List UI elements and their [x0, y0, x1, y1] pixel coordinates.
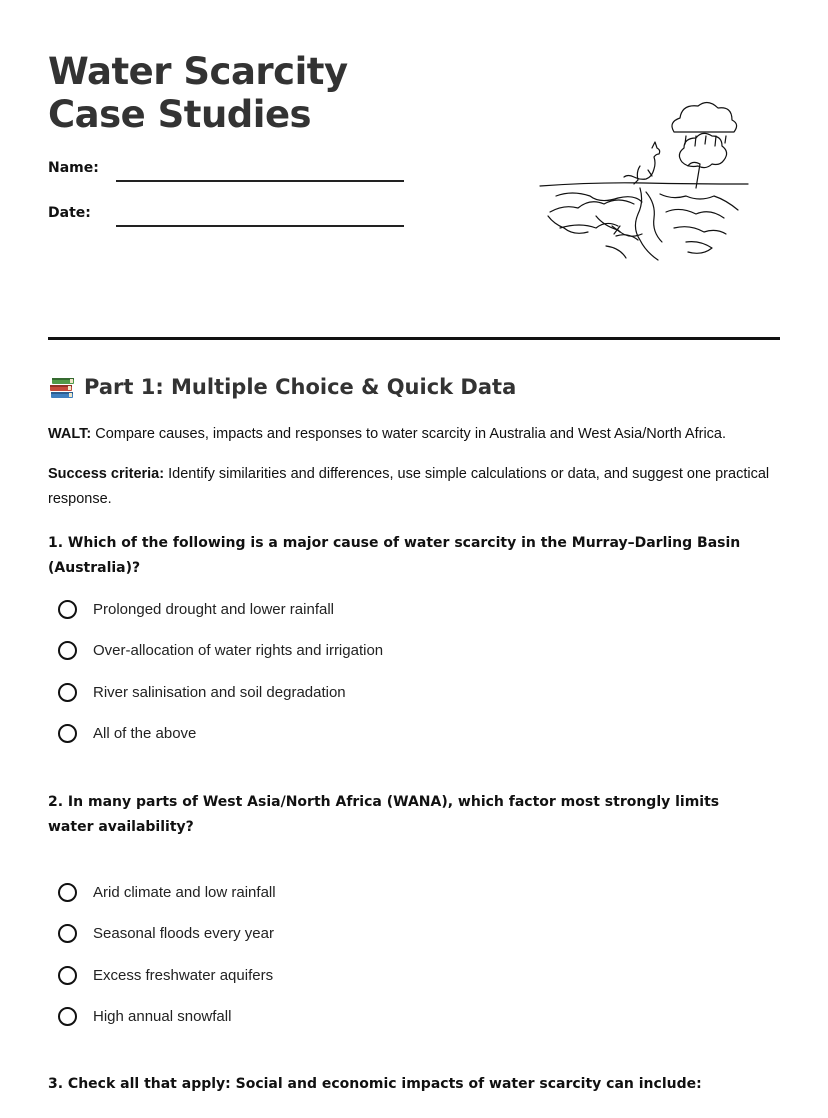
section-divider — [48, 337, 780, 340]
option-label: Prolonged drought and lower rainfall — [93, 600, 334, 618]
radio-button[interactable] — [58, 683, 77, 702]
success-criteria-text: Identify similarities and differences, use simple calculations or data, and suggest one practical response. — [48, 466, 770, 507]
walt-paragraph — [48, 422, 788, 447]
option-label: Arid climate and low rainfall — [93, 883, 276, 901]
radio-button[interactable] — [58, 641, 77, 660]
question-2: 2. In many parts of West Asia/North Africa (WANA), which factor most strongly limits water availability? — [48, 794, 720, 835]
books-icon — [48, 374, 76, 400]
page-title: Water Scarcity Case Studies — [48, 50, 348, 136]
drought-landscape-icon — [536, 96, 752, 272]
option-label: High annual snowfall — [93, 1007, 232, 1025]
q1-option-3[interactable] — [58, 680, 346, 704]
radio-button[interactable] — [58, 600, 77, 619]
question-1: 1. Which of the following is a major cause of water scarcity in the Murray–Darling Basin (Australia)? — [48, 535, 741, 576]
walt-label: WALT: — [48, 426, 92, 442]
q2-option-2[interactable] — [58, 921, 274, 945]
radio-button[interactable] — [58, 1007, 77, 1026]
radio-button[interactable] — [58, 724, 77, 743]
walt-text: Compare causes, impacts and responses to water scarcity in Australia and West Asia/North Africa. — [91, 426, 727, 442]
radio-button[interactable] — [58, 883, 77, 902]
part1-heading-text: Part 1: Multiple Choice & Quick Data — [84, 375, 517, 399]
name-field-line[interactable] — [116, 180, 404, 182]
name-label: Name: — [48, 160, 99, 176]
question-3: 3. Check all that apply: Social and economic impacts of water scarcity can include: — [48, 1076, 702, 1092]
q1-option-4[interactable] — [58, 721, 196, 745]
radio-button[interactable] — [58, 924, 77, 943]
q1-option-2[interactable] — [58, 638, 383, 662]
q2-option-1[interactable] — [58, 880, 276, 904]
date-field-line[interactable] — [116, 225, 404, 227]
date-label: Date: — [48, 205, 91, 221]
option-label: All of the above — [93, 724, 197, 742]
part1-heading — [48, 374, 516, 400]
option-label: Seasonal floods every year — [93, 924, 274, 942]
q2-option-4[interactable] — [58, 1004, 231, 1028]
radio-button[interactable] — [58, 966, 77, 985]
option-label: Over-allocation of water rights and irrigation — [93, 641, 384, 659]
q2-option-3[interactable] — [58, 963, 273, 987]
success-criteria-label: Success criteria: — [48, 466, 165, 482]
option-label: River salinisation and soil degradation — [93, 683, 346, 701]
option-label: Excess freshwater aquifers — [93, 966, 274, 984]
q1-option-1[interactable] — [58, 597, 334, 621]
success-criteria-paragraph — [48, 462, 788, 512]
